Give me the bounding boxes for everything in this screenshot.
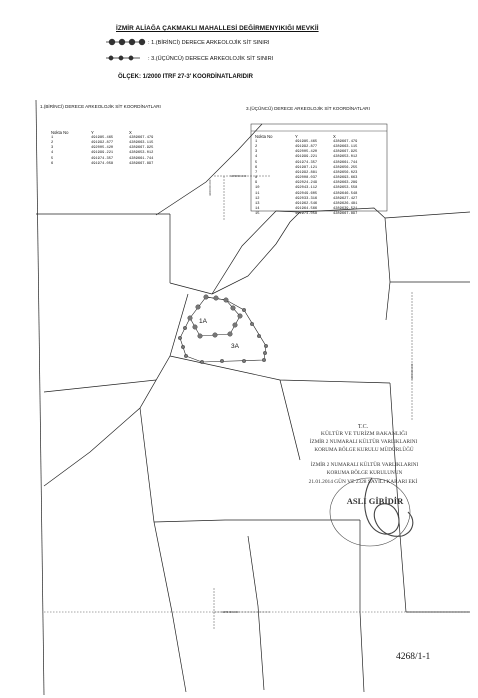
table-cell: 492049.605 <box>295 191 318 196</box>
table-cell: 4289663.115 <box>333 145 358 150</box>
parcel-line <box>154 520 360 522</box>
table-cell: 4289663.289 <box>333 181 358 186</box>
legend-first-degree-label: : 1.(BİRİNCİ) DERECE ARKEOLOJİK SİT SINIRI <box>148 40 270 46</box>
table-cell: 6 <box>51 161 54 166</box>
table-cell: 4289656.023 <box>333 170 358 175</box>
grid-label-left: 4400000.000 <box>208 179 212 196</box>
table-cell: 4289667.479 <box>129 136 154 140</box>
table-cell: 11 <box>255 191 260 196</box>
scale-text: ÖLÇEK: 1/2000 ITRF 27-3' KOORDİNATLARIDIR <box>118 74 253 80</box>
table-cell: 4289653.558 <box>333 186 358 191</box>
table-cell: 4289667.925 <box>333 150 358 155</box>
parcel-line <box>170 283 212 294</box>
table-cell: 4289667.925 <box>129 146 154 151</box>
table1-heading: 1.(BİRİNCİ) DERECE ARKEOLOJİK SİT KOORDİNATLARI <box>40 104 161 109</box>
table-cell: 2 <box>255 145 258 150</box>
table-cell: 7 <box>255 170 258 175</box>
table-cell: 491962.546 <box>295 201 318 206</box>
table-cell: 491964.566 <box>295 207 318 212</box>
table-row <box>49 162 169 167</box>
parcel-line <box>280 380 300 460</box>
parcel-line <box>212 211 276 294</box>
parcel-line <box>248 536 264 690</box>
table-cell: 491992.877 <box>295 145 318 150</box>
table3-heading: 3.(ÜÇÜNCÜ) DERECE ARKEOLOJİK SİT KOORDİNATLARI <box>246 106 370 111</box>
table-cell: 491974.357 <box>91 156 114 161</box>
column-header: Y <box>295 134 298 139</box>
table-cell: 4289626.481 <box>333 201 358 206</box>
column-header: Nokta No <box>51 130 69 135</box>
stamp-line-7: 21.01.2014 GÜN VE 2328 SAYILI KARARI EKİ <box>308 479 418 485</box>
table-cell: 9 <box>255 181 258 186</box>
table-cell: 1 <box>255 140 258 144</box>
map-title: İZMİR ALİAĞA ÇAKMAKLI MAHALLESİ DEĞİRMENYIKIĞI MEVKİİ <box>116 25 319 32</box>
table-cell: 492005.420 <box>295 150 318 155</box>
table-cell: 4 <box>255 155 258 160</box>
stamp-line-4: KORUMA BÖLGE KURULU MÜDÜRLÜĞÜ <box>314 447 414 453</box>
grid-label-right: 4400100.000 <box>410 363 414 380</box>
stamp-line-2: KÜLTÜR VE TURİZM BAKANLIĞI <box>320 431 408 437</box>
table-cell: 4289667.897 <box>129 161 154 166</box>
table-cell: 4289661.744 <box>333 160 358 165</box>
parcel-line <box>36 100 44 695</box>
table-cell: 4289646.548 <box>333 191 358 196</box>
third-degree-coordinate-table <box>253 133 373 217</box>
table-cell: 491999.221 <box>295 155 318 160</box>
table-cell: 4289639.521 <box>333 207 358 212</box>
parcel-line <box>170 356 390 383</box>
table-cell: 492008.037 <box>295 176 318 181</box>
table-cell: 15 <box>255 212 260 217</box>
table-cell: 491992.881 <box>295 170 318 175</box>
certified-copy-stamp: ASLI GİBİDİR <box>346 496 404 506</box>
table-cell: 4289663.115 <box>129 141 154 146</box>
table-cell: 10 <box>255 186 260 191</box>
table-cell: 12 <box>255 196 260 201</box>
stamp-line-6: KORUMA BÖLGE KURULUNUN <box>326 470 403 476</box>
grid-label-top: 4289800.000 <box>230 174 247 178</box>
table-row <box>253 212 373 217</box>
table-cell: 4289667.479 <box>333 140 358 144</box>
table-cell: 13 <box>255 201 260 206</box>
table-cell: 4 <box>51 151 54 156</box>
stamp-line-3: İZMİR 2 NUMARALI KÜLTÜR VARLIKLARINI <box>309 439 418 445</box>
page-number: 4268/1-1 <box>396 652 431 662</box>
stamp-line-5: İZMİR 2 NUMARALI KÜLTÜR VARLIKLARINI <box>310 462 419 468</box>
table-cell: 6 <box>255 165 258 170</box>
table-cell: 4289661.744 <box>129 156 154 161</box>
table-cell: 4289627.427 <box>333 196 358 201</box>
area-1a-label: 1A <box>199 318 207 325</box>
table-cell: 3 <box>255 150 258 155</box>
table-cell: 4289656.255 <box>333 165 358 170</box>
table-cell: 491987.121 <box>295 165 318 170</box>
table-cell: 492024.249 <box>295 181 318 186</box>
column-header: X <box>333 134 336 139</box>
parcel-line <box>212 212 300 294</box>
table-cell: 4289693.663 <box>333 176 358 181</box>
table-cell: 4289653.012 <box>333 155 358 160</box>
parcel-line <box>276 208 390 320</box>
table-cell: 492033.316 <box>295 196 318 201</box>
table-cell: 491974.357 <box>295 160 318 165</box>
table-cell: 4289653.012 <box>129 151 154 156</box>
third-degree-boundary <box>180 297 266 362</box>
table-cell: 491985.465 <box>295 140 318 144</box>
legend-third-degree-label: : 3.(ÜÇÜNCÜ) DERECE ARKEOLOJİK SİT SINIRI <box>148 56 274 62</box>
table-cell: 3 <box>51 146 54 151</box>
area-3a-label: 3A <box>231 343 239 350</box>
parcel-line <box>385 212 470 218</box>
parcel-line <box>140 408 186 692</box>
grid-label-bottom: 4289400.000 <box>222 610 239 614</box>
table-cell: 492005.420 <box>91 146 114 151</box>
table-cell: 4289667.897 <box>333 212 358 217</box>
table-cell: 8 <box>255 176 258 181</box>
column-header: Nokta No <box>255 134 273 139</box>
table-cell: 491974.058 <box>91 161 114 166</box>
table-cell: 492043.112 <box>295 186 318 191</box>
column-header: Y <box>91 130 94 135</box>
table-cell: 491974.058 <box>295 212 318 217</box>
table-cell: 14 <box>255 207 260 212</box>
table-cell: 1 <box>51 136 54 140</box>
first-degree-boundary <box>190 297 240 336</box>
first-degree-coordinate-table <box>49 129 169 167</box>
table-cell: 2 <box>51 141 54 146</box>
table-cell: 491985.465 <box>91 136 114 140</box>
column-header: X <box>129 130 132 135</box>
table-cell: 491999.221 <box>91 151 114 156</box>
table-cell: 5 <box>51 156 54 161</box>
table-cell: 491992.877 <box>91 141 114 146</box>
stamp-line-1: T.C. <box>357 424 369 430</box>
table-cell: 5 <box>255 160 258 165</box>
parcel-line <box>44 380 156 392</box>
parcel-line <box>156 124 262 215</box>
